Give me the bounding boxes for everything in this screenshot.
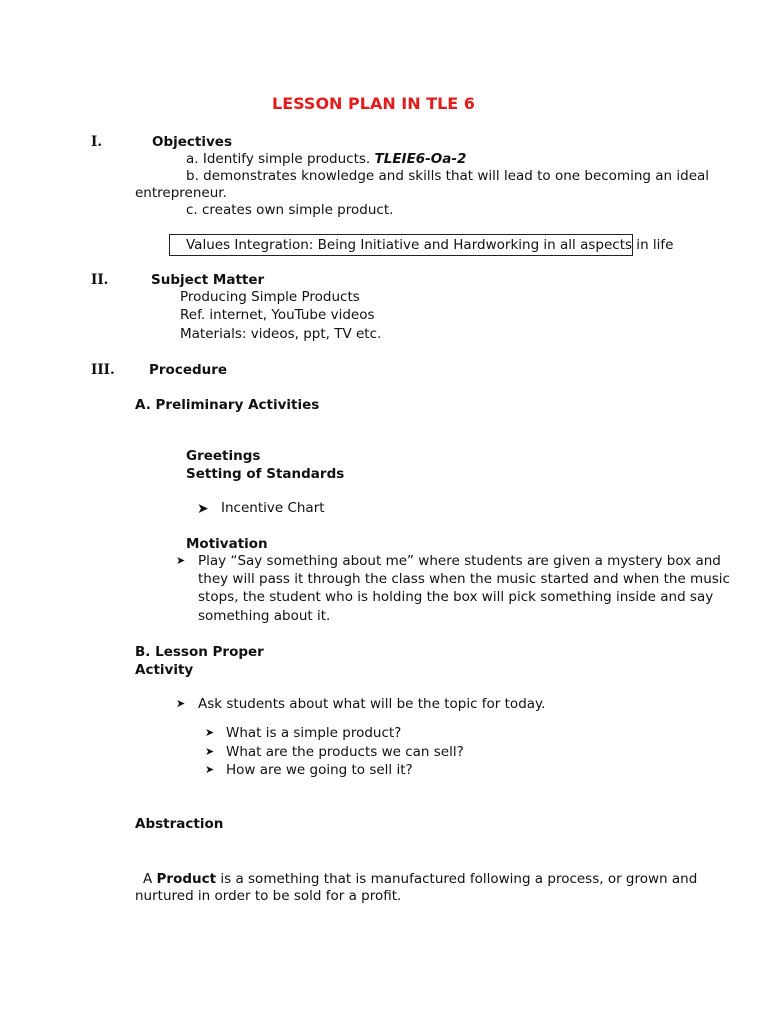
objective-c: c. creates own simple product. — [186, 202, 394, 218]
subject-matter-line: Materials: videos, ppt, TV etc. — [180, 326, 382, 342]
preliminary-activities-heading: A. Preliminary Activities — [135, 397, 320, 413]
section-3-number: III. — [91, 362, 115, 378]
ask-students-item: Ask students about what will be the topic for today. — [198, 696, 546, 712]
greetings-heading: Greetings — [186, 448, 261, 464]
motivation-heading: Motivation — [186, 536, 268, 552]
product-definition-line-2: nurtured in order to be sold for a profit. — [135, 888, 402, 904]
incentive-chart-item: Incentive Chart — [221, 500, 325, 516]
abstraction-heading: Abstraction — [135, 816, 224, 832]
section-2-heading: Subject Matter — [151, 272, 265, 288]
product-definition-line-1 — [143, 871, 697, 887]
arrowhead-bullet-icon: ➤ — [205, 726, 215, 739]
section-3-heading: Procedure — [149, 362, 228, 378]
lesson-proper-heading: B. Lesson Proper — [135, 644, 264, 660]
subject-matter-line: Producing Simple Products — [180, 289, 360, 305]
motivation-line: Play “Say something about me” where students are given a mystery box and — [198, 553, 721, 569]
definition-text: is a something that is manufactured following a process, or grown and — [216, 871, 698, 887]
subject-matter-line: Ref. internet, YouTube videos — [180, 307, 375, 323]
objective-a-code: TLEIE6-Oa-2 — [374, 151, 467, 167]
motivation-line: they will pass it through the class when the music started and when the music — [198, 571, 730, 587]
section-1-heading: Objectives — [152, 134, 232, 150]
motivation-line: something about it. — [198, 608, 331, 624]
arrowhead-bullet-icon: ➤ — [205, 745, 215, 758]
section-2-number: II. — [91, 272, 109, 288]
objective-b-line-2: entrepreneur. — [135, 185, 227, 201]
arrowhead-bullet-icon: ➤ — [205, 763, 215, 776]
arrowhead-bullet-icon: ➤ — [176, 554, 186, 567]
values-integration-text: Values Integration: Being Initiative and Hardworking in all aspects in life — [186, 237, 674, 253]
setting-standards-heading: Setting of Standards — [186, 466, 345, 482]
definition-prefix: A — [143, 871, 157, 887]
arrowhead-bullet-icon: ➤ — [176, 697, 186, 710]
motivation-line: stops, the student who is holding the box will pick something inside and say — [198, 589, 714, 605]
objective-a-text: a. Identify simple products. — [186, 151, 371, 167]
question-item: What are the products we can sell? — [226, 744, 464, 760]
objective-a — [186, 151, 466, 167]
question-item: How are we going to sell it? — [226, 762, 413, 778]
activity-heading: Activity — [135, 662, 194, 678]
product-term: Product — [156, 871, 217, 887]
objective-b-line-1: b. demonstrates knowledge and skills that will lead to one becoming an ideal — [186, 168, 710, 184]
arrowhead-bullet-icon: ➤ — [197, 501, 209, 517]
question-item: What is a simple product? — [226, 725, 402, 741]
section-1-number: I. — [91, 134, 103, 150]
page-title: LESSON PLAN IN TLE 6 — [272, 94, 475, 113]
values-integration-box — [169, 234, 674, 256]
